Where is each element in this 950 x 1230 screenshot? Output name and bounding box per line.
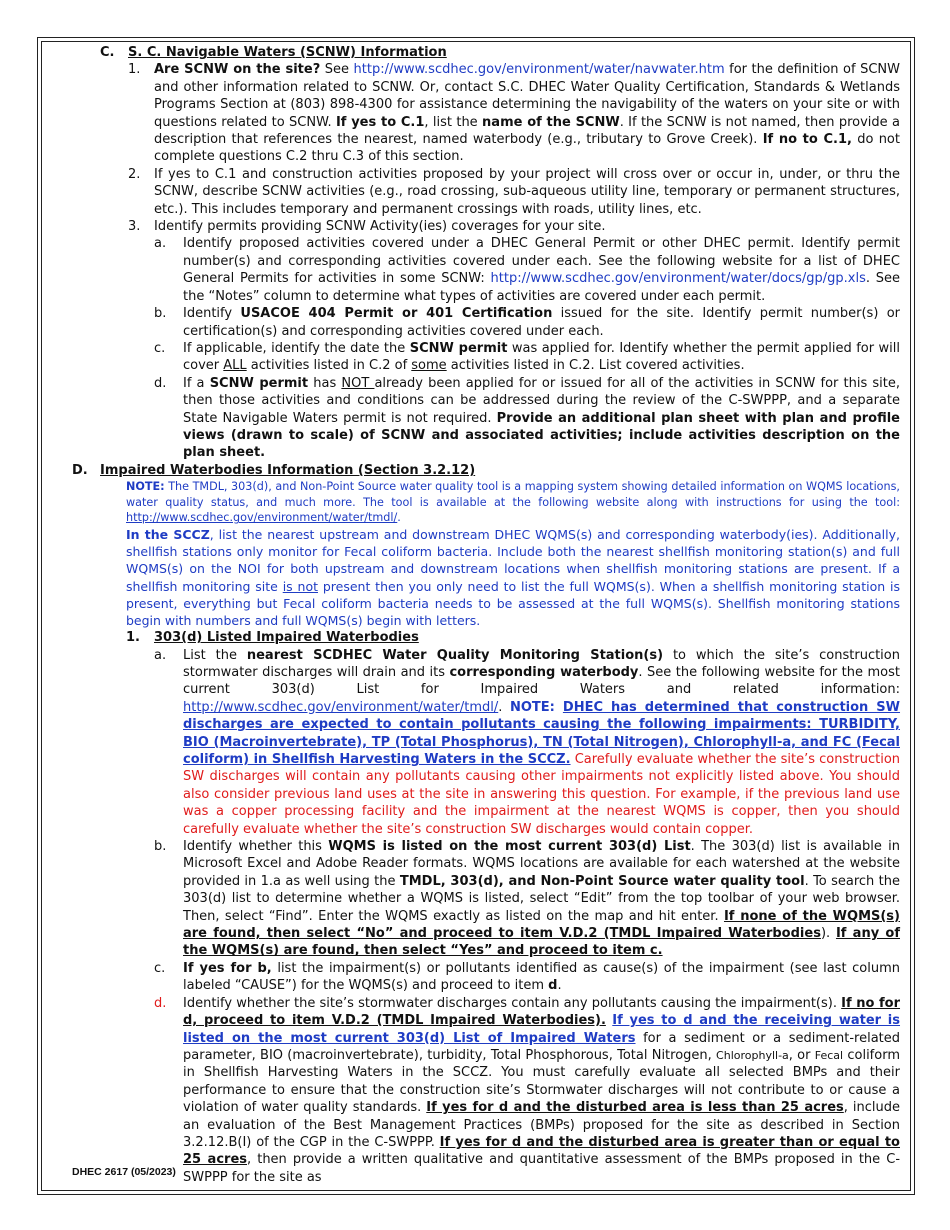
- text: present then you only need to list the full WQMS(s). When a shellfish monitoring station is present, everything but Fecal coliform bacteria needs to be assessed at the full WQMS(s). Shellfish monitoring stations begin with numbers and full WQMS(s) begin with letters.: [126, 578, 900, 628]
- d-item-1-heading: 303(d) Listed Impaired Waterbodies: [154, 630, 419, 646]
- d-item-1b: [154, 838, 900, 960]
- text: list the impairment(s) or pollutants identified as cause(s) of the impairment (see last column labeled “CAUSE”) for the WQMS(s) and proceed to item: [183, 960, 900, 994]
- section-d-letter: D.: [72, 462, 88, 478]
- bold-text: corresponding waterbody: [449, 664, 639, 680]
- section-c-letter: C.: [100, 45, 115, 60]
- text: . The 303(d) list is available in Microsoft Excel and Adobe Reader formats. WQMS locations are available for each watershed at the website provided in 1.a as well using the: [183, 839, 900, 889]
- section-c-heading: S. C. Navigable Waters (SCNW) Information: [128, 45, 447, 60]
- text: List the: [183, 647, 247, 663]
- c-item-1-number: 1.: [128, 62, 141, 78]
- text: Identify: [183, 306, 241, 322]
- c-item-3b: [154, 305, 900, 340]
- d-item-1-number: 1.: [126, 630, 140, 646]
- text: activities listed in C.2. List covered activities.: [446, 358, 745, 374]
- gp-xls-link[interactable]: http://www.scdhec.gov/environment/water/docs/gp/gp.xls: [490, 271, 866, 287]
- sccz-note: [100, 526, 900, 629]
- text: . To search the 303(d) list to determine whether a WQMS is listed, select “Edit” from the top toolbar of your web browser. Then, select “Find”. Enter the WQMS exactly as listed on the map and hit enter.: [183, 873, 900, 924]
- text: , then provide a written qualitative and quantitative assessment of the BMPs proposed in the C-SWPPP for the site as: [183, 1152, 901, 1185]
- tmdl-note: [100, 479, 900, 526]
- c-item-2-number: 2.: [128, 166, 141, 182]
- text: See: [320, 62, 354, 78]
- text: If a: [183, 375, 210, 391]
- underlined-text: ALL: [223, 358, 247, 374]
- impairments-note: DHEC has determined that construction SW discharges are expected to contain pollutants causing the following impairments: TURBIDITY, BIO (Macroinvertebrate), TP (Total Phosphorus), TN (Total Nitrogen), Chlorophyll-a, and FC (Fecal coliform) in Shellfish Harvesting Waters in the SCCZ.: [183, 699, 901, 767]
- text: Identify proposed activities covered under a DHEC General Permit or other DHEC permit. Identify permit number(s) and corresponding activities covered under each. See the following website for a list of DHEC General Permits for activities in some SCNW:: [183, 236, 900, 287]
- bold-text: nearest SCDHEC Water Quality Monitoring Station(s): [246, 647, 664, 663]
- text: Identify permits providing SCNW Activity(ies) coverages for your site.: [154, 219, 606, 235]
- text: , list the: [424, 114, 483, 130]
- underlined-text: is not: [282, 578, 318, 594]
- c-item-1: [128, 61, 900, 165]
- text: already been applied for or issued for all of the activities in SCNW for this site, then those activities and conditions can be addressed during the review of the C-SWPPP, and a separate State Navigable Waters permit is not required.: [183, 375, 900, 426]
- bold-underlined-link-text: If yes to d and the receiving water is listed on the most current 303(d) List of Impaired Waters: [183, 1013, 901, 1046]
- c-item-2: [128, 166, 900, 218]
- text: .: [397, 511, 401, 525]
- bold-underlined-text: If any of the WQMS(s) are found, then select “Yes” and proceed to item c.: [183, 926, 900, 959]
- small-text: Chlorophyll-a: [716, 1048, 789, 1062]
- bold-text: USACOE 404 Permit or 401 Certification: [240, 306, 553, 322]
- section-d-heading: Impaired Waterbodies Information (Section 3.2.12): [100, 462, 476, 478]
- sub-letter: a.: [154, 236, 167, 252]
- bold-text: SCNW permit: [209, 375, 309, 391]
- bold-underlined-text: If yes for d and the disturbed area is greater than or equal to 25 acres: [183, 1134, 900, 1168]
- section-c: [100, 44, 900, 462]
- c-item-3a: [154, 235, 900, 305]
- form-content: [72, 44, 901, 1186]
- text: . If the SCNW is not named, then provide a description that references the nearest, named waterbody (e.g., tributary to Grove Creek).: [154, 114, 900, 148]
- bold-underlined-text: If none of the WQMS(s) are found, then select “No” and proceed to item V.D.2 (TMDL Impaired Waterbodies: [183, 908, 900, 942]
- bold-text: If yes to C.1: [335, 114, 425, 130]
- sub-letter: d.: [154, 995, 167, 1011]
- c-item-3: [128, 218, 900, 462]
- bold-text: In the SCCZ: [126, 526, 210, 542]
- c-item-3c: [154, 340, 900, 375]
- text: .: [498, 699, 510, 715]
- red-warning: Carefully evaluate whether the site’s construction SW discharges will contain any pollutants causing other impairments not explicitly listed above. You should also consider previous land uses at the site in answering this question. For example, if the previous land use was a copper processing facility and the impairment at the nearest WQMS is copper, then you should carefully evaluate whether the site’s construction SW discharges would contain copper.: [183, 752, 901, 837]
- section-d: [72, 462, 900, 479]
- d-item-1: [100, 629, 900, 1186]
- c-item-3d: [154, 375, 900, 462]
- bold-underlined-text: If yes for d and the disturbed area is less than 25 acres: [426, 1100, 844, 1116]
- text: Identify whether this: [183, 839, 329, 855]
- text: has: [308, 375, 342, 391]
- text: do not complete questions C.2 thru C.3 of this section.: [154, 132, 900, 165]
- bold-text: Provide an additional plan sheet with plan and profile views (drawn to scale) of SCNW and associated activities; include activities description on the plan sheet.: [183, 410, 900, 461]
- text: for the definition of SCNW and other information related to SCNW. Or, contact S.C. DHEC Water Quality Certification, Standards & Wetlands Programs Section at (803) 898-4300 for assistance determining the navigability of the waters on your site or with questions related to SCNW.: [154, 62, 900, 130]
- text: for a sediment or a sediment-related parameter, BIO (macroinvertebrate), turbidity, Total Phosphorous, Total Nitrogen,: [183, 1030, 901, 1063]
- underlined-text: NOT: [341, 375, 375, 391]
- bold-text: d: [548, 978, 558, 994]
- text: If yes to C.1 and construction activities proposed by your project will cross over or occur in, under, or thru the SCNW, describe SCNW activities (e.g., road crossing, sub-aqueous utility line, temporary or permanent structures, etc.). This includes temporary and permanent crossings with roads, utility lines, etc.: [154, 166, 900, 217]
- text: ).: [820, 926, 836, 942]
- text: .: [557, 978, 562, 994]
- c-item-3-number: 3.: [128, 219, 141, 235]
- sub-letter: d.: [154, 375, 167, 391]
- sub-letter: b.: [154, 306, 167, 322]
- note-label: NOTE:: [126, 480, 165, 494]
- section-d-body: [100, 479, 900, 1186]
- text: , or: [788, 1047, 815, 1063]
- bold-text: If yes for b,: [183, 960, 272, 976]
- sub-letter: c.: [154, 340, 166, 356]
- sub-letter: c.: [154, 960, 166, 976]
- text: was applied for. Identify whether the permit applied for will cover: [183, 340, 900, 374]
- scnw-question: Are SCNW on the site?: [154, 62, 321, 78]
- text: , list the nearest upstream and downstream DHEC WQMS(s) and corresponding waterbody(ies). Additionally, shellfish stations only monitor for Fecal coliform bacteria. Include both the nearest shellfish monitoring station(s) and full WQMS(s) on the NOI for both upstream and downstream locations when shellfish monitoring stations are present. If a shellfish monitoring site: [126, 526, 900, 594]
- note-label: NOTE:: [510, 699, 563, 715]
- 303d-link[interactable]: http://www.scdhec.gov/environment/water/tmdl/: [183, 699, 499, 715]
- navwater-link[interactable]: http://www.scdhec.gov/environment/water/navwater.htm: [353, 62, 725, 78]
- small-text: Fecal: [814, 1048, 844, 1062]
- d-item-1d: [154, 995, 900, 1186]
- text: . See the “Notes” column to determine what types of activities are covered under each permit.: [183, 271, 900, 304]
- bold-text: WQMS is listed on the most current 303(d) List: [328, 839, 691, 855]
- text: to which the site’s construction stormwater discharges will drain and its: [183, 647, 900, 680]
- text: coliform in Shellfish Harvesting Waters in the SCCZ. You must carefully evaluate all selected BMPs and their performance to ensure that the construction site’s Stormwater discharges will not contribute to or cause a violation of water quality standards.: [183, 1047, 900, 1116]
- sub-letter: a.: [154, 647, 167, 663]
- text: . See the following website for the most current 303(d) List for Impaired Waters and related information:: [183, 664, 900, 698]
- bold-text: TMDL, 303(d), and Non-Point Source water quality tool: [399, 873, 805, 889]
- text: Identify whether the site’s stormwater discharges contain any pollutants causing the impairment(s).: [183, 995, 842, 1011]
- text: issued for the site. Identify permit number(s) or certification(s) and corresponding activities covered under each.: [183, 306, 900, 339]
- d-item-1c: [154, 960, 900, 995]
- text: If applicable, identify the date the: [183, 340, 410, 356]
- bold-underlined-text: If no for d, proceed to item V.D.2 (TMDL Impaired Waterbodies).: [183, 995, 901, 1029]
- d-item-1a: [154, 647, 900, 838]
- text: , include an evaluation of the Best Management Practices (BMPs) proposed for the site as described in Section 3.2.12.B(I) of the CGP in the C-SWPPP.: [183, 1100, 900, 1150]
- bold-text: SCNW permit: [409, 340, 508, 356]
- text: The TMDL, 303(d), and Non-Point Source water quality tool is a mapping system showing detailed information on WQMS locations, water quality status, and much more. The tool is available at the following website along with instructions for using the tool:: [126, 480, 900, 509]
- bold-text: name of the SCNW: [482, 114, 620, 130]
- form-number-footer: DHEC 2617 (05/2023): [72, 1166, 176, 1178]
- bold-text: If no to C.1,: [762, 132, 852, 148]
- sub-letter: b.: [154, 839, 167, 855]
- underlined-text: some: [411, 358, 447, 374]
- tmdl-link[interactable]: http://www.scdhec.gov/environment/water/tmdl/: [126, 511, 398, 525]
- text: activities listed in C.2 of: [246, 358, 412, 374]
